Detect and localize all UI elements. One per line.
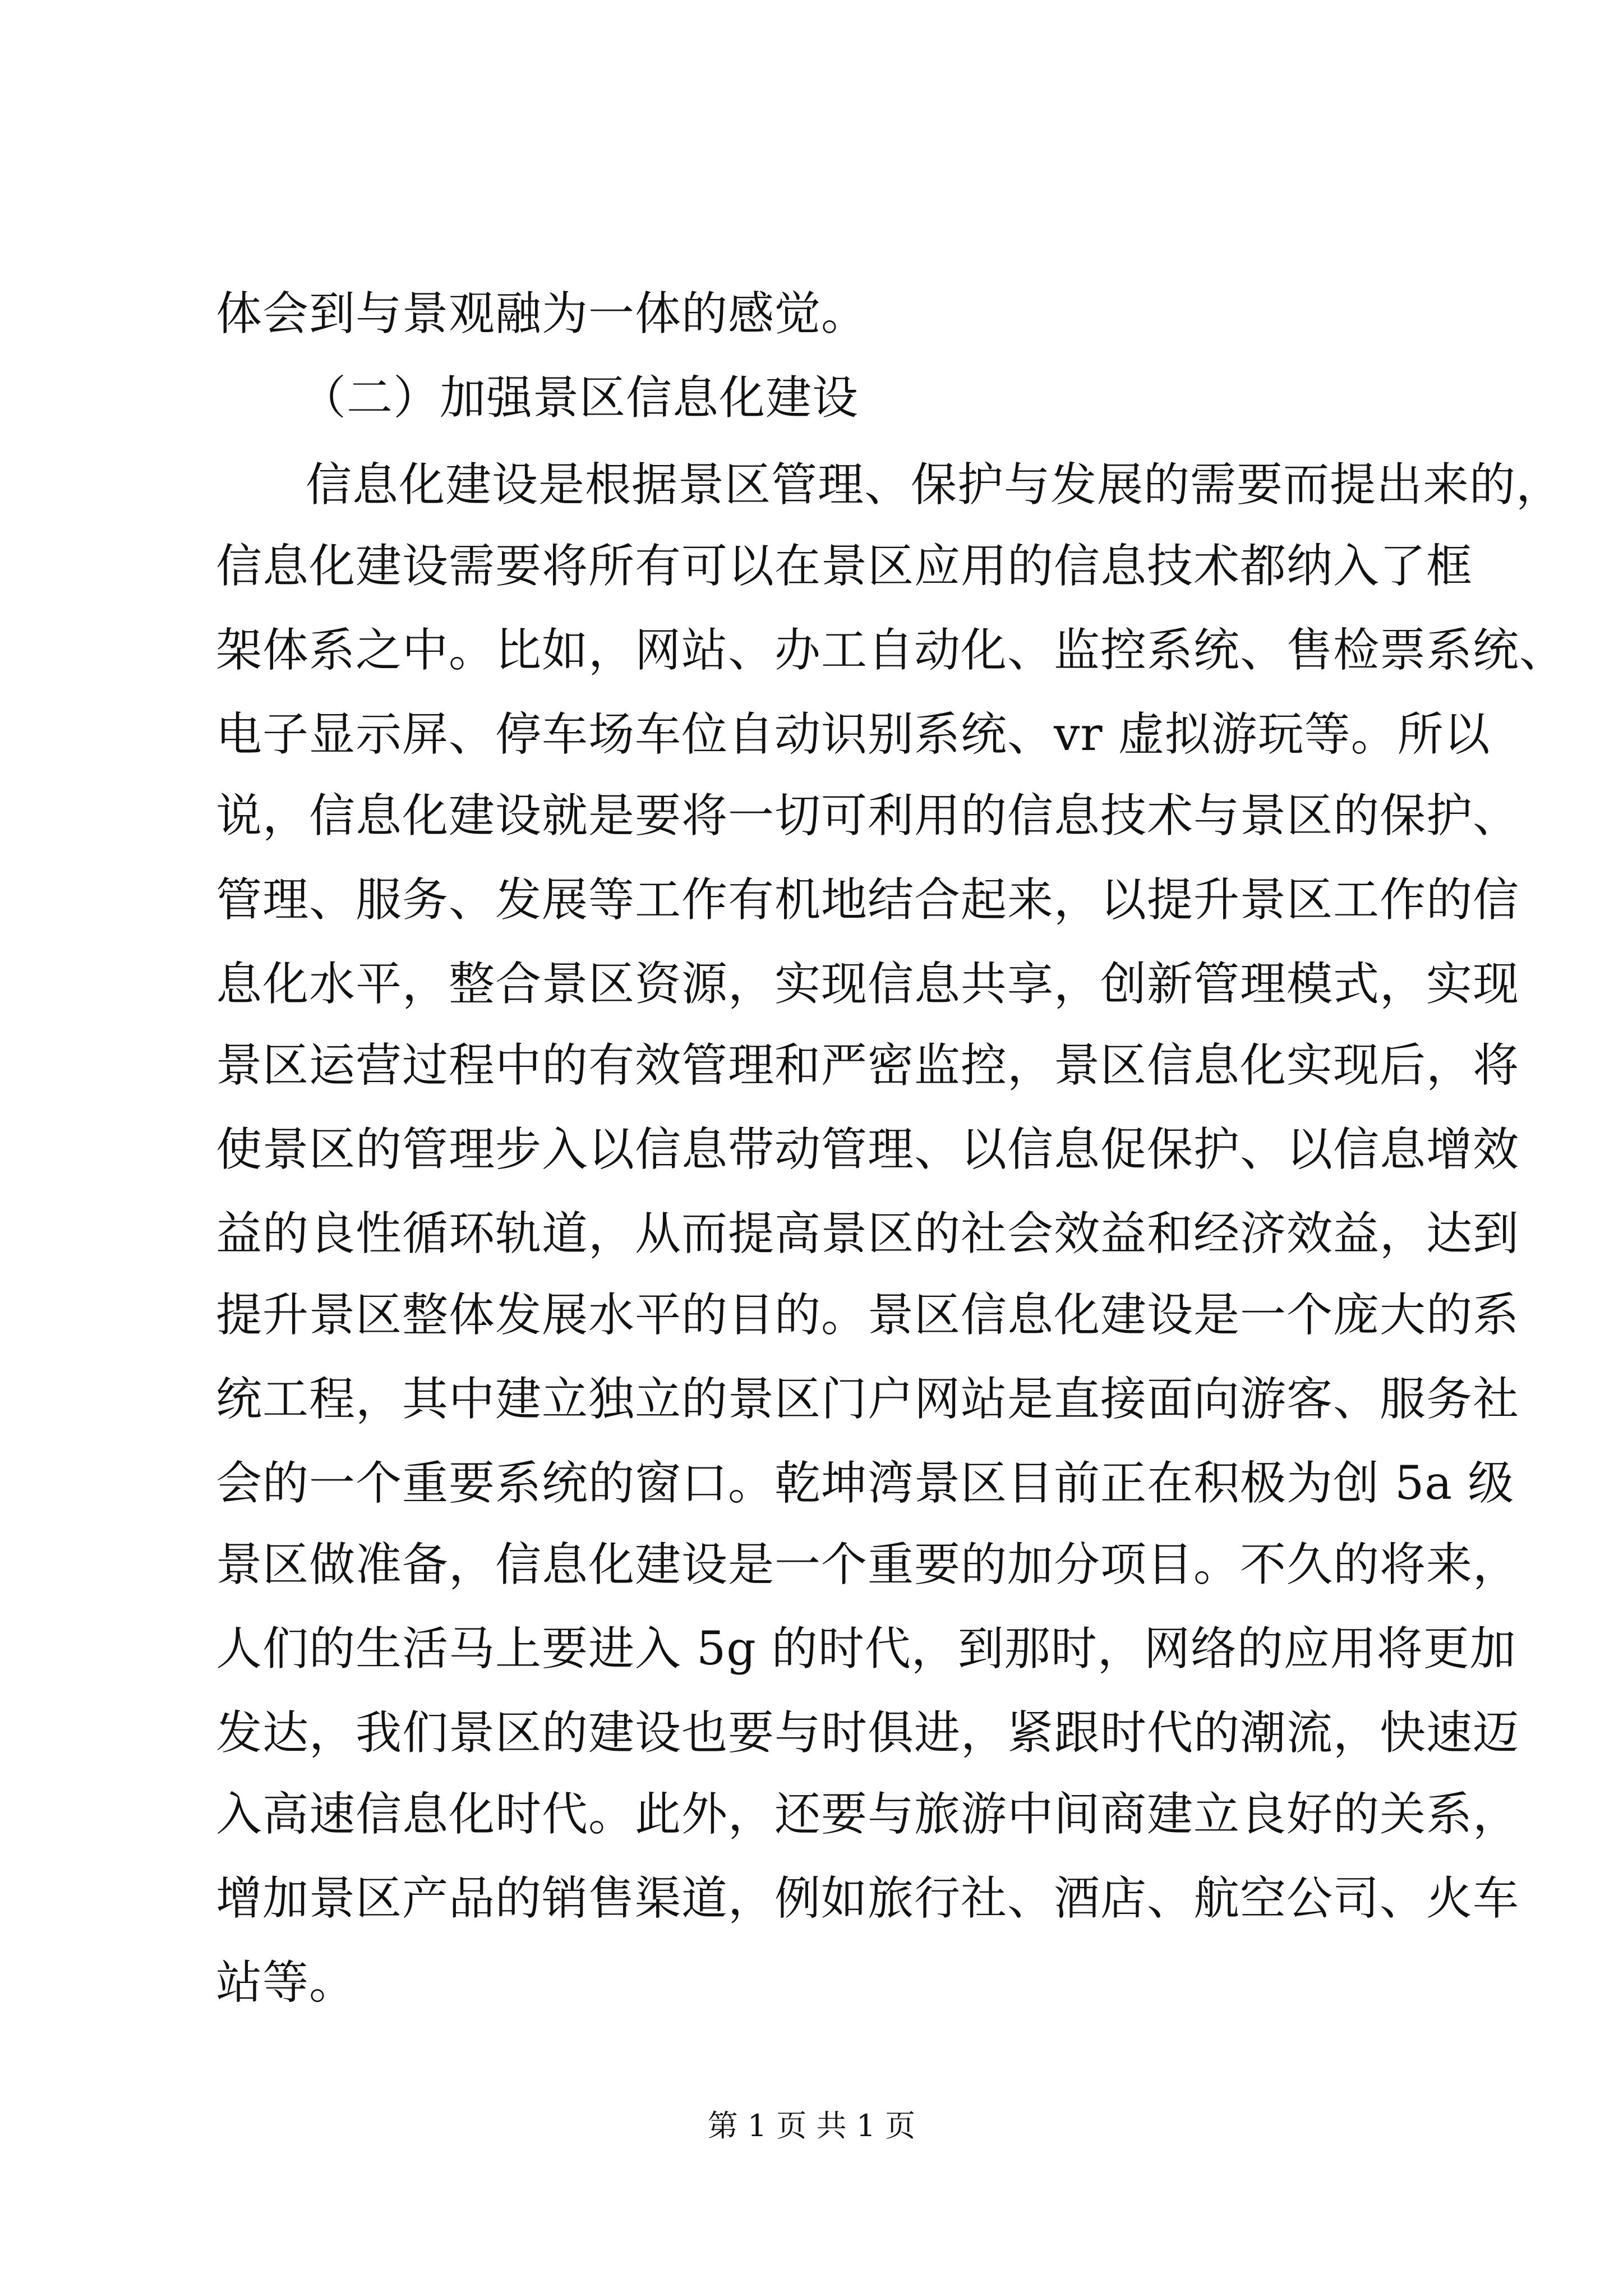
text-line: 站等。 (216, 1956, 356, 2009)
text-line: 使景区的管理步入以信息带动管理、以信息促保护、以信息增效 (216, 1123, 1520, 1176)
text-line: 管理、服务、发展等工作有机地结合起来，以提升景区工作的信 (216, 873, 1520, 927)
text-line: 电子显示屏、停车场车位自动识别系统、vr 虚拟游玩等。所以 (216, 708, 1491, 761)
text-line: 人们的生活马上要进入 5g 的时代，到那时，网络的应用将更加 (216, 1622, 1516, 1676)
text-line: 体会到与景观融为一体的感觉。 (216, 287, 868, 341)
text-line: 益的良性循环轨道，从而提高景区的社会效益和经济效益，达到 (216, 1207, 1520, 1260)
text-line: 信息化建设是根据景区管理、保护与发展的需要而提出来的， (306, 458, 1563, 512)
page-footer: 第 1 页 共 1 页 (707, 2108, 916, 2143)
text-line: 架体系之中。比如，网站、办工自动化、监控系统、售检票系统、 (216, 624, 1566, 677)
text-line: 发达，我们景区的建设也要与时俱进，紧跟时代的潮流，快速迈 (216, 1706, 1520, 1760)
text-line: 入高速信息化时代。此外，还要与旅游中间商建立良好的关系， (216, 1788, 1520, 1841)
text-line: 统工程，其中建立独立的景区门户网站是直接面向游客、服务社 (216, 1373, 1520, 1426)
text-line: 景区做准备，信息化建设是一个重要的加分项目。不久的将来， (216, 1538, 1520, 1591)
text-line: 增加景区产品的销售渠道，例如旅行社、酒店、航空公司、火车 (216, 1872, 1520, 1925)
text-line: 会的一个重要系统的窗口。乾坤湾景区目前正在积极为创 5a 级 (216, 1457, 1515, 1510)
text-line: 信息化建设需要将所有可以在景区应用的信息技术都纳入了框 (216, 540, 1473, 593)
section-heading: （二）加强景区信息化建设 (300, 371, 859, 425)
text-line: 说，信息化建设就是要将一切可利用的信息技术与景区的保护、 (216, 789, 1520, 843)
text-line: 息化水平，整合景区资源，实现信息共享，创新管理模式，实现 (216, 958, 1520, 1011)
text-line: 景区运营过程中的有效管理和严密监控，景区信息化实现后，将 (216, 1039, 1520, 1092)
text-line: 提升景区整体发展水平的目的。景区信息化建设是一个庞大的系 (216, 1289, 1520, 1342)
